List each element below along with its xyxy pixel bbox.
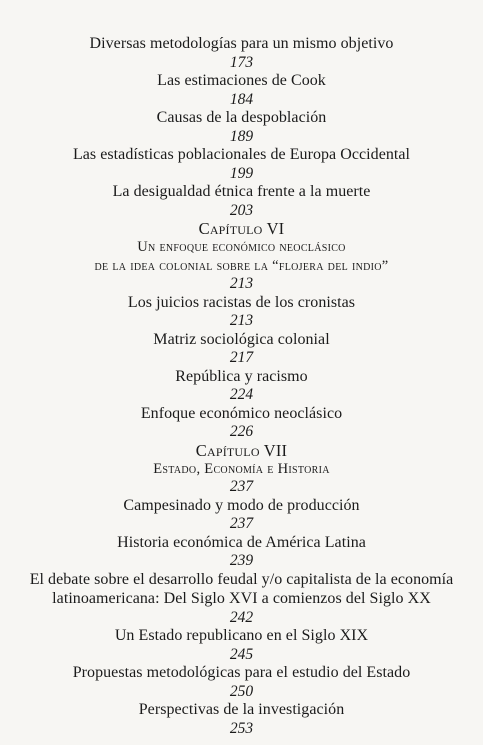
toc-entry-page: 237 bbox=[229, 515, 254, 532]
toc-entry-title: Causas de la despoblación bbox=[156, 109, 327, 126]
toc-entry bbox=[0, 34, 483, 71]
chapter-subtitle: de la idea colonial sobre la “flojera del indio” bbox=[94, 257, 389, 274]
toc-entry-page: 253 bbox=[229, 719, 254, 737]
toc-entry bbox=[0, 533, 483, 570]
toc-entry bbox=[0, 404, 483, 441]
table-of-contents bbox=[0, 34, 483, 737]
toc-entry-title: Matriz sociológica colonial bbox=[153, 330, 330, 348]
chapter-subtitle: Un enfoque económico neoclásico bbox=[137, 239, 346, 255]
toc-entry-title: Un Estado republicano en el Siglo XIX bbox=[114, 627, 369, 644]
toc-entry-title: Diversas metodologías para un mismo objetivo bbox=[89, 35, 394, 52]
chapter-label: Capítulo VI bbox=[198, 219, 285, 238]
chapter-7-heading bbox=[0, 441, 483, 496]
toc-entry-page: 226 bbox=[229, 423, 254, 440]
toc-entry bbox=[0, 496, 483, 533]
toc-entry-title: República y racismo bbox=[175, 367, 308, 385]
toc-entry-page: 245 bbox=[229, 645, 254, 663]
toc-entry-title: Campesinado y modo de producción bbox=[123, 496, 360, 514]
chapter-page: 213 bbox=[229, 275, 254, 292]
toc-entry bbox=[0, 626, 483, 663]
toc-entry-title: El debate sobre el desarrollo feudal y/o capitalista de la economía bbox=[29, 570, 454, 588]
chapter-page: 237 bbox=[229, 478, 254, 495]
toc-entry-page: 199 bbox=[229, 164, 254, 182]
toc-entry bbox=[0, 108, 483, 145]
toc-entry-title: Historia económica de América Latina bbox=[117, 533, 366, 551]
toc-entry-title: Las estadísticas poblacionales de Europa Occidental bbox=[72, 146, 411, 163]
toc-entry-title: La desigualdad étnica frente a la muerte bbox=[112, 183, 371, 200]
toc-entry-title: Propuestas metodológicas para el estudio del Estado bbox=[72, 664, 411, 681]
toc-entry-title-continued: latinoamericana: Del Siglo XVI a comienzos del Siglo XX bbox=[52, 590, 431, 607]
toc-entry-page: 242 bbox=[229, 608, 254, 626]
toc-entry bbox=[0, 293, 483, 330]
toc-entry-page: 224 bbox=[229, 386, 254, 403]
toc-entry bbox=[0, 700, 483, 737]
toc-entry bbox=[0, 330, 483, 367]
toc-entry-page: 213 bbox=[229, 312, 254, 329]
chapter-label: Capítulo VII bbox=[195, 440, 288, 460]
toc-entry bbox=[0, 182, 483, 219]
toc-entry-page: 250 bbox=[229, 682, 254, 700]
toc-entry-page: 239 bbox=[229, 552, 254, 569]
toc-entry-page: 184 bbox=[229, 90, 254, 108]
toc-entry bbox=[0, 145, 483, 182]
toc-entry-page: 217 bbox=[229, 349, 254, 366]
toc-entry bbox=[0, 367, 483, 404]
toc-entry-title: Enfoque económico neoclásico bbox=[140, 404, 343, 422]
toc-entry-page: 203 bbox=[229, 201, 254, 219]
toc-entry bbox=[0, 570, 483, 627]
toc-entry-title: Perspectivas de la investigación bbox=[138, 701, 345, 718]
toc-entry-page: 189 bbox=[229, 127, 254, 145]
toc-entry-title: Las estimaciones de Cook bbox=[157, 72, 326, 89]
chapter-subtitle: Estado, Economía e Historia bbox=[153, 460, 330, 477]
chapter-6-heading bbox=[0, 219, 483, 293]
toc-entry bbox=[0, 71, 483, 108]
toc-entry-page: 173 bbox=[229, 53, 254, 71]
toc-entry bbox=[0, 663, 483, 700]
toc-entry-title: Los juicios racistas de los cronistas bbox=[127, 293, 356, 311]
